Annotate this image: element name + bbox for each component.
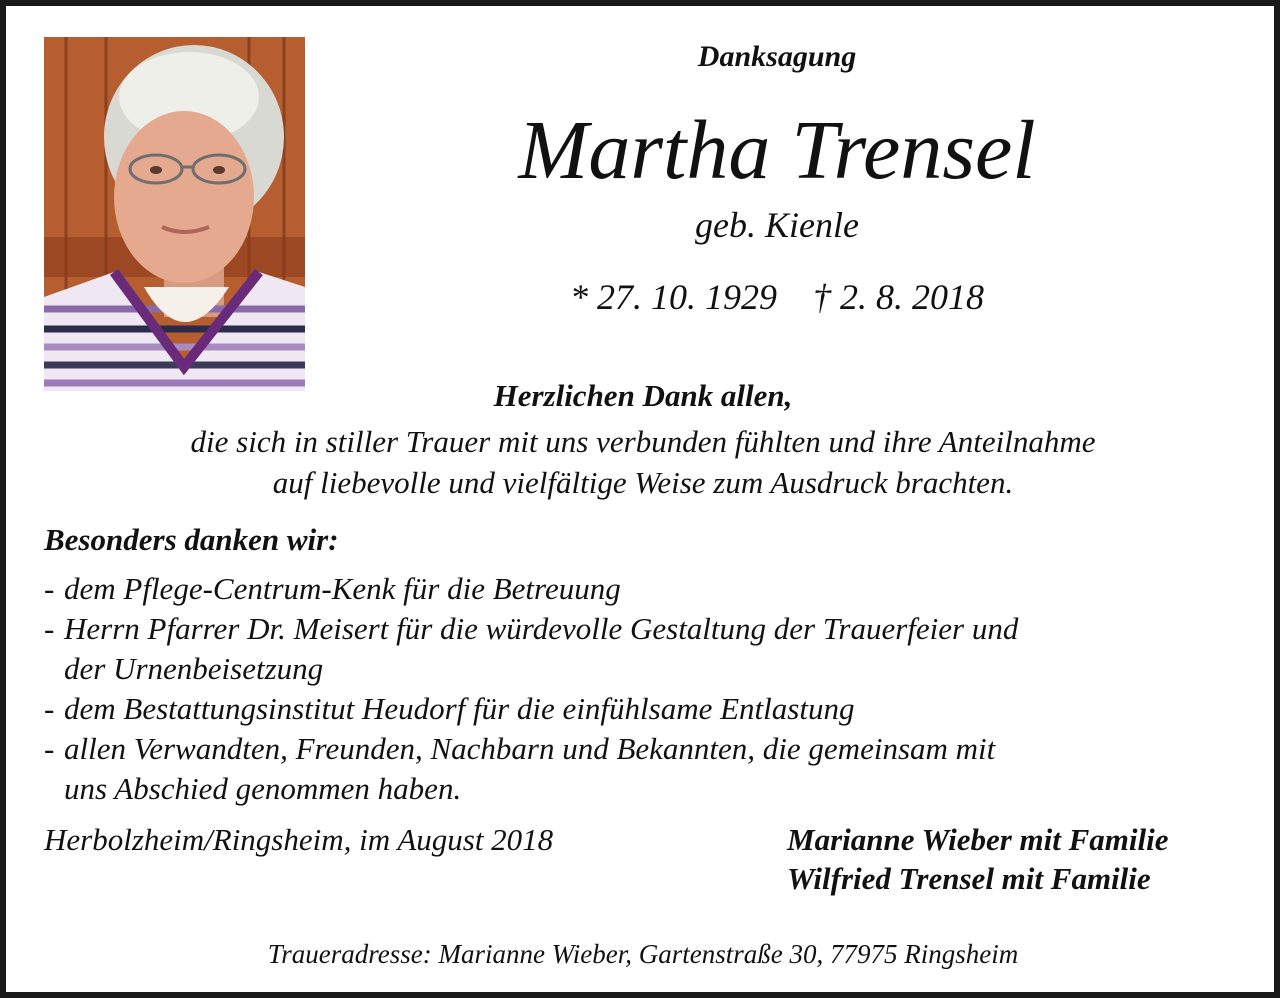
list-item [44,729,1018,769]
death-date: † 2. 8. 2018 [813,277,984,317]
list-item [44,569,1018,609]
deceased-name: Martha Trensel [518,104,1036,197]
signature-family: Marianne Wieber mit Familie [787,822,1169,857]
portrait-photo-icon [44,37,305,391]
list-item-text: dem Pflege-Centrum-Kenk für die Betreuung [64,571,621,606]
maiden-name: geb. Kienle [695,205,859,245]
birth-date: * 27. 10. 1929 [570,277,777,317]
list-item [44,609,1018,649]
thanks-heading: Herzlichen Dank allen, [493,378,793,413]
list-dash: - [44,611,55,646]
place-and-date: Herbolzheim/Ringsheim, im August 2018 [44,822,554,857]
list-dash: - [44,691,55,726]
list-item-continuation: uns Abschied genommen haben. [64,771,462,806]
life-dates [306,276,1248,318]
mourning-address: Traueradresse: Marianne Wieber, Gartenstraße 30, 77975 Ringsheim [267,939,1019,969]
special-thanks-list [44,569,1018,809]
list-item-continuation: der Urnenbeisetzung [64,651,324,686]
list-item-text: dem Bestattungsinstitut Heudorf für die einfühlsame Entlastung [64,691,855,726]
list-item-text: Herrn Pfarrer Dr. Meisert für die würdevolle Gestaltung der Trauerfeier und [64,611,1019,646]
special-thanks-heading: Besonders danken wir: [44,522,339,557]
thanks-line: auf liebevolle und vielfältige Weise zum Ausdruck brachten. [272,465,1014,500]
signature-family: Wilfried Trensel mit Familie [787,861,1151,896]
list-dash: - [44,731,55,766]
list-item [44,689,1018,729]
list-item-text: allen Verwandten, Freunden, Nachbarn und Bekannten, die gemeinsam mit [64,731,996,766]
list-dash: - [44,571,55,606]
notice-heading: Danksagung [697,40,857,73]
thanks-line: die sich in stiller Trauer mit uns verbunden fühlten und ihre Anteilnahme [190,424,1096,459]
